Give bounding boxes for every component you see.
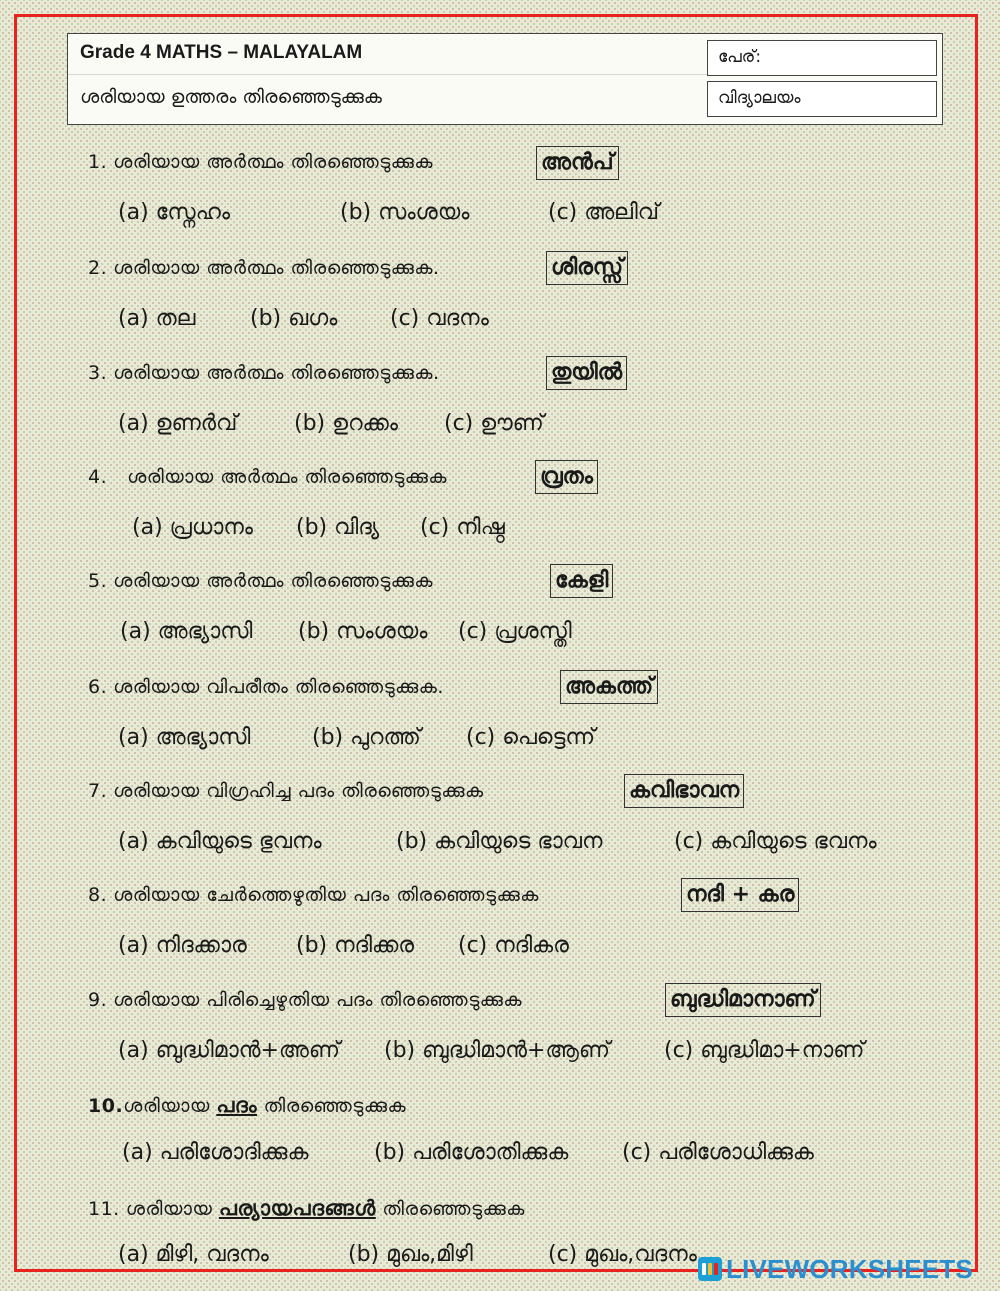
answer-option-c[interactable]: (c) ബുദ്ധിമാ+നാണ്	[664, 1038, 865, 1063]
question-text: ശരിയായ പിരിച്ചെഴുതിയ പദം തിരഞ്ഞെടുക്കുക	[113, 989, 523, 1011]
question-number: 8.	[88, 884, 108, 906]
answer-option-c[interactable]: (c) അലിവ്	[548, 200, 660, 225]
answer-option-c[interactable]: (c) നദികര	[458, 933, 569, 958]
question-4	[88, 466, 447, 488]
header-divider	[68, 74, 708, 75]
question-number: 5.	[88, 570, 108, 592]
answer-option-a[interactable]: (a) ബുദ്ധിമാൻ+അണ്	[118, 1038, 340, 1063]
question-text: തിരഞ്ഞെടുക്കുക	[375, 1198, 525, 1220]
question-keyword: കേളി	[550, 564, 613, 598]
name-field[interactable]	[707, 40, 937, 76]
question-keyword: അൻപ്	[536, 146, 619, 180]
answer-option-c[interactable]: (c) വദനം	[390, 306, 489, 331]
answer-option-b[interactable]: (b) പരിശോതിക്കുക	[374, 1140, 569, 1165]
answer-option-a[interactable]: (a) പ്രധാനം	[132, 515, 253, 540]
answer-option-a[interactable]: (a) അഭ്യാസി	[118, 725, 251, 750]
question-keyword: കവിഭാവന	[624, 774, 744, 808]
question-number: 1.	[88, 151, 108, 173]
question-keyword: നദി + കര	[681, 878, 799, 912]
answer-option-a[interactable]: (a) അഭ്യാസി	[120, 619, 253, 644]
question-number: 11.	[88, 1198, 120, 1220]
liveworksheets-brand[interactable]	[698, 1254, 973, 1284]
answer-option-c[interactable]: (c) പ്രശസ്തി	[458, 619, 572, 644]
answer-option-b[interactable]: (b) ഉറക്കം	[294, 411, 399, 436]
question-number: 4.	[88, 466, 108, 488]
question-9	[88, 989, 522, 1011]
answer-option-b[interactable]: (b) സംശയം	[340, 200, 470, 225]
question-keyword: അകത്ത്	[560, 670, 658, 704]
answer-option-a[interactable]: (a) കവിയുടെ ഭുവനം	[118, 829, 322, 854]
answer-option-a[interactable]: (a) പരിശോദിക്കുക	[122, 1140, 309, 1165]
answer-option-a[interactable]: (a) നിദക്കാര	[118, 933, 247, 958]
question-8	[88, 884, 539, 906]
question-keyword: വ്രതം	[535, 460, 598, 494]
question-text: ശരിയായ അർത്ഥം തിരഞ്ഞെടുക്കുക	[113, 151, 434, 173]
question-keyword: ബുദ്ധിമാനാണ്	[665, 983, 821, 1017]
answer-option-b[interactable]: (b) മുഖം,മിഴി	[348, 1242, 473, 1267]
answer-option-c[interactable]: (c) പരിശോധിക്കുക	[622, 1140, 814, 1165]
question-5	[88, 570, 433, 592]
answer-option-c[interactable]: (c) നിഷ്ഠ	[420, 515, 505, 540]
question-number: 2.	[88, 257, 108, 279]
question-number: 9.	[88, 989, 108, 1011]
question-text: ശരിയായ	[125, 1198, 219, 1220]
answer-option-b[interactable]: (b) ബുദ്ധിമാൻ+ആണ്	[384, 1038, 611, 1063]
brand-name: LIVEWORKSHEETS	[726, 1253, 973, 1284]
name-label: പേര്:	[718, 47, 762, 67]
answer-option-c[interactable]: (c) ഊണ്	[444, 411, 544, 436]
question-1	[88, 151, 433, 173]
question-keyword: പദം	[216, 1093, 258, 1117]
question-number: 10.	[88, 1095, 124, 1117]
question-text: ശരിയായ അർത്ഥം തിരഞ്ഞെടുക്കുക	[127, 466, 448, 488]
school-label: വിദ്യാലയം	[718, 88, 801, 108]
question-text: ശരിയായ ചേർത്തെഴുതിയ പദം തിരഞ്ഞെടുക്കുക	[113, 884, 539, 906]
worksheet-header	[67, 33, 943, 125]
question-6	[88, 676, 444, 698]
question-text: ശരിയായ അർത്ഥം തിരഞ്ഞെടുക്കുക.	[113, 362, 440, 384]
answer-option-a[interactable]: (a) തല	[118, 306, 196, 331]
answer-option-a[interactable]: (a) ഉണർവ്	[118, 411, 238, 436]
school-field[interactable]	[707, 81, 937, 117]
worksheet-instruction: ശരിയായ ഉത്തരം തിരഞ്ഞെടുക്കുക	[80, 86, 382, 108]
worksheet-title: Grade 4 MATHS – MALAYALAM	[80, 42, 363, 63]
question-text: തിരഞ്ഞെടുക്കുക	[257, 1095, 407, 1117]
liveworksheets-logo-icon	[698, 1257, 722, 1281]
question-number: 7.	[88, 780, 108, 802]
answer-option-a[interactable]: (a) മിഴി, വദനം	[118, 1242, 269, 1267]
question-text: ശരിയായ	[123, 1095, 217, 1117]
question-keyword: പര്യായപദങ്ങൾ	[218, 1196, 376, 1220]
question-keyword: തുയിൽ	[546, 356, 627, 390]
question-text: ശരിയായ അർത്ഥം തിരഞ്ഞെടുക്കുക.	[113, 257, 440, 279]
question-keyword: ശിരസ്സ്	[546, 251, 628, 285]
answer-option-b[interactable]: (b) പുറത്ത്	[312, 725, 421, 750]
question-text: ശരിയായ വിഗ്രഹിച്ച പദം തിരഞ്ഞെടുക്കുക	[113, 780, 484, 802]
answer-option-c[interactable]: (c) പെട്ടെന്ന്	[466, 725, 596, 750]
question-number: 3.	[88, 362, 108, 384]
answer-option-b[interactable]: (b) ഖഗം	[250, 306, 338, 331]
question-11	[88, 1196, 525, 1221]
answer-option-b[interactable]: (b) കവിയുടെ ഭാവന	[396, 829, 603, 854]
answer-option-b[interactable]: (b) സംശയം	[298, 619, 428, 644]
question-3	[88, 362, 440, 384]
question-number: 6.	[88, 676, 108, 698]
question-text: ശരിയായ അർത്ഥം തിരഞ്ഞെടുക്കുക	[113, 570, 434, 592]
question-7	[88, 780, 484, 802]
question-2	[88, 257, 440, 279]
question-10	[88, 1093, 406, 1118]
answer-option-a[interactable]: (a) സ്നേഹം	[118, 200, 231, 225]
question-text: ശരിയായ വിപരീതം തിരഞ്ഞെടുക്കുക.	[113, 676, 444, 698]
answer-option-b[interactable]: (b) നദിക്കര	[296, 933, 415, 958]
answer-option-c[interactable]: (c) കവിയുടെ ഭവനം	[674, 829, 877, 854]
answer-option-b[interactable]: (b) വിദ്യ	[296, 515, 380, 540]
answer-option-c[interactable]: (c) മുഖം,വദനം	[548, 1242, 697, 1267]
